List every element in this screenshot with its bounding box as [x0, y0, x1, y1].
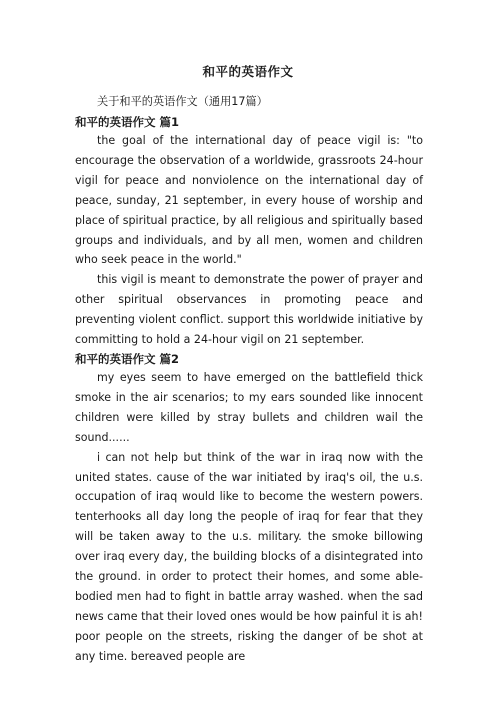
section-heading: 和平的英语作文 篇1 [75, 115, 180, 129]
paragraph: i can not help but think of the war in iraq now with the united states. cause of the war initiated by iraq's oil, the u.s. occupation of iraq would like to become the western powers. tenterhooks all day long the people of iraq for fear that they will be taken away to the u.s. military. the smoke billowing over iraq every day, the building blocks of a disintegrated into the ground. in order to protect their homes, and some able-bodied men had to fight in battle array washed. when the sad news came that their loved ones would be how painful it is ah! poor people on the streets, risking the danger of be shot at any time. bereaved people are [75, 450, 423, 663]
document-body [75, 93, 423, 667]
document-title: 和平的英语作文 [202, 64, 294, 79]
section-heading: 和平的英语作文 篇2 [75, 351, 180, 366]
intro-line: 关于和平的英语作文（通用17篇） [97, 95, 268, 108]
section-1 [75, 113, 423, 350]
section-2 [75, 350, 423, 667]
paragraph: the goal of the international day of peace vigil is: "to encourage the observation of a worldwide, grassroots 24-hour vigil for peace and nonviolence on the international day of peace, sunday, 21 september, in every house of worship and place of spiritual practice, by all religious and spiritually based groups and individuals, and by all men, women and children who seek peace in the world." [75, 134, 423, 267]
paragraph: this vigil is meant to demonstrate the power of prayer and other spiritual observances in promoting peace and preventing violent conflict. support this worldwide initiative by committing to hold a 24-hour vigil on 21 september. [75, 273, 423, 347]
paragraph: my eyes seem to have emerged on the battlefield thick smoke in the air scenarios; to my ears sounded like innocent children were killed by stray bullets and children wail the sound...... [75, 370, 423, 444]
